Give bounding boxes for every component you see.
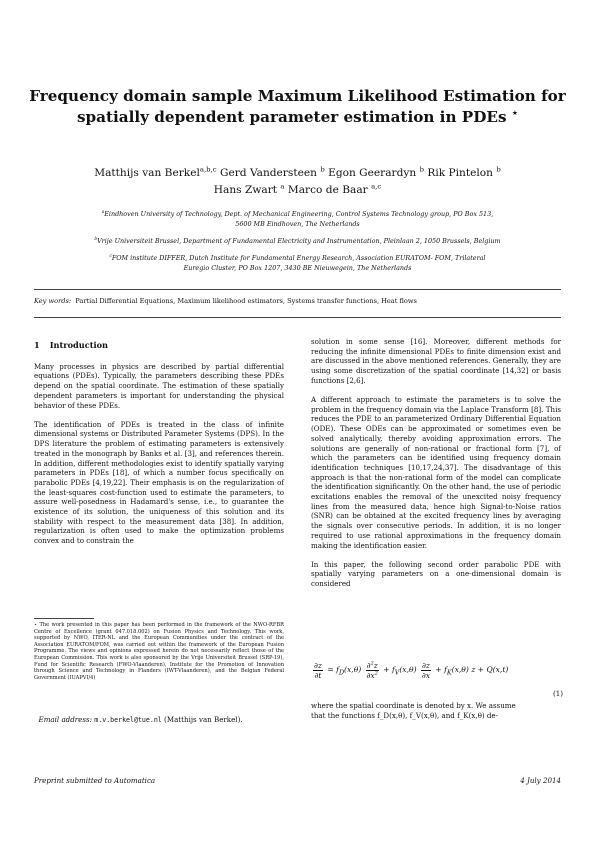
email-owner: (Matthijs van Berkel). (164, 715, 243, 724)
author-affiliation-mark: a (280, 182, 285, 191)
right-column (311, 337, 561, 598)
affiliation-mark: b (94, 235, 98, 241)
keywords-label: Key words: (34, 297, 72, 305)
title-line-2 (24, 107, 571, 128)
author-affiliation-mark: a,b,c (199, 165, 217, 174)
text-line: that the functions f_D(x,θ), f_V(x,θ), and f_K(x,θ) de- (311, 710, 499, 720)
author-affiliation-mark: b (496, 165, 501, 174)
affiliation-line: Eindhoven University of Technology, Dept. of Mechanical Engineering, Control Systems Technology group, PO Box 513, (104, 210, 494, 218)
title-line-2-text: spatially dependent parameter estimation in PDEs (77, 108, 507, 126)
divider-top (34, 289, 561, 290)
paragraph: The identification of PDEs is treated in the class of infinite dimensional systems or Distributed Parameter Systems (DPS). In the DPS literature the problem of estimating parameters is extensively treated in the monograph by Banks et al. [3], and references therein. In addition, different methodologies exist to identify spatially varying parameters in PDEs [18], of which a number focus specifically on parabolic PDEs [4,19,22]. Their emphasis is on the regularization of the least-squares cost-function used to estimate the parameters, to assure well-posedness in Hadamard's sense, i.e., to guarantee the existence of its solution, the uniqueness of this solution and its stability with respect to the measurement data [38]. In addition, regularization is often used to make the optimization problems convex and to constrain the (34, 419, 284, 546)
affiliation-a (30, 210, 565, 229)
equation-followup (311, 701, 563, 720)
affiliation-b (30, 237, 565, 247)
fraction: $\frac{\partial z}{\partial t}$ (314, 661, 322, 680)
author-name: Matthijs van Berkel (94, 167, 200, 179)
section-heading (34, 341, 284, 351)
footer-date: 4 July 2014 (520, 776, 561, 785)
affiliation-line: Euregio Cluster, PO Box 1207, 3430 BE Nieuwegein, The Netherlands (183, 263, 412, 272)
author-name: Marco de Baar (287, 184, 368, 196)
equation-number: (1) (552, 689, 563, 698)
paragraph: A different approach to estimate the parameters is to solve the problem in the frequency domain via the Laplace Transform [8]. This reduces the PDE to an parameterized Ordinary Differential Equation (ODE). These ODEs can be approximated or sometimes even be solved analytically, thereby avoiding approximation errors. The solutions are generally of non-rational or fractional form [7], of which the parameters can be identified using frequency domain identification techniques [10,17,24,37]. The disadvantage of this approach is that the non-rational form of the model can complicate the identification significantly. On the other hand, the use of periodic excitations enables the removal of the unexcited noisy frequency lines from the measured data, hence high Signal-to-Noise ratios (SNR) can be obtained at the excited frequency lines by averaging the signals over consecutive periods. In addition, it is no longer required to use rational approximations in the frequency domain making the identification easier. (311, 395, 561, 550)
paper-title (24, 86, 571, 128)
paragraph: solution in some sense [16]. Moreover, different methods for reducing the infinite dimensional PDEs to finite dimension exist and are discussed in the above mentioned references. Generally, they are using some discretization of the spatial coordinate [14,32] or basis functions [2,6]. (311, 337, 561, 385)
affiliation-line: 5600 MB Eindhoven, The Netherlands (235, 219, 360, 228)
footnote-rule (34, 618, 94, 619)
email-label: Email address: (38, 715, 93, 724)
paragraph: In this paper, the following second order parabolic PDE with spatially varying parameters on a one-dimensional domain is considered (311, 559, 561, 589)
section-title: Introduction (49, 340, 109, 350)
title-line-1: Frequency domain sample Maximum Likelihood Estimation for (29, 87, 566, 105)
affiliation-line: Vrije Universiteit Brussel, Department of Fundamental Electricity and Instrumentation, Pleinlaan 2, 1050 Brussels, Belgium (97, 237, 501, 245)
affiliation-c (30, 254, 565, 273)
author-affiliation-mark: b (320, 165, 325, 174)
footnote-text: The work presented in this paper has been performed in the framework of the NWO-RFBR Centre of Excellence (grant 047.018.002) on Fusion Physics and Technology. This work, supported by NWO, ITER-NL and the European Communities under the contract of the Association EURATOM/FOM, was carried out within the framework of the European Fusion Programme. The views and opinions expressed herein do not necessarily reflect those of the European Commission. This work is also sponsored by the Vrije Universiteit Brussel (SRP-19), Fund for Scientific Research (FWO-Vlaanderen), Institute for the Promotion of Innovation through Science and Technology in Flanders (IWT-Vlaanderen), and the Belgian Federal Government (IUAPVI/4) (34, 622, 284, 681)
author-line-2 (40, 182, 555, 199)
author-name: Rik Pintelon (427, 167, 493, 179)
author-name: Gerd Vandersteen (220, 167, 317, 179)
fraction: $\frac{\partial z}{\partial x}$ (421, 661, 431, 680)
keywords (34, 297, 564, 306)
text-line: where the spatial coordinate is denoted by x. We assume (311, 701, 516, 710)
email-address[interactable]: m.v.berkel@tue.nl (94, 716, 162, 724)
affiliation-line: FOM institute DIFFER, Dutch Institute for Fundamental Energy Research, Association EURATOM- FOM, Trilateral (111, 254, 486, 262)
title-footnote-mark: ⋆ (511, 107, 518, 119)
left-column (34, 341, 284, 555)
paragraph: Many processes in physics are described by partial differential equations (PDEs). Typically, the parameters describing these PDEs depend on the spatial coordinate. The estimation of these spatially dependent parameters is important for understanding the physical behavior of these PDEs. (34, 361, 284, 410)
author-affiliation-mark: b (419, 165, 424, 174)
footer-preprint: Preprint submitted to Automatica (34, 776, 156, 785)
author-list (40, 165, 555, 199)
author-line-1 (40, 165, 555, 182)
affiliation-mark: a (101, 208, 105, 214)
affiliation-mark: c (109, 252, 112, 258)
email-note (34, 715, 284, 726)
equation-1: $\frac{\partial z}{\partial t}$ = $f_D(x,\theta)$ $\frac{\partial^2z}{\partial x^2}$ + $f_V(x,\theta)$ $\frac{\partial z}{\partial x}$ + $f_K(x,\theta) z + Q(x,t)$ (314, 660, 509, 680)
footnote (34, 622, 284, 681)
author-name: Egon Geerardyn (328, 167, 417, 179)
author-affiliation-mark: a,c (371, 182, 382, 191)
divider-bottom (34, 317, 561, 318)
keywords-text: Partial Differential Equations, Maximum likelihood estimators, Systems transfer functions, Heat flows (75, 297, 417, 305)
author-name: Hans Zwart (213, 184, 278, 196)
section-number: 1 (34, 340, 40, 350)
fraction: $\frac{\partial^2z}{\partial x^2}$ (366, 660, 378, 680)
footnote-mark: ⋆ (34, 622, 38, 628)
